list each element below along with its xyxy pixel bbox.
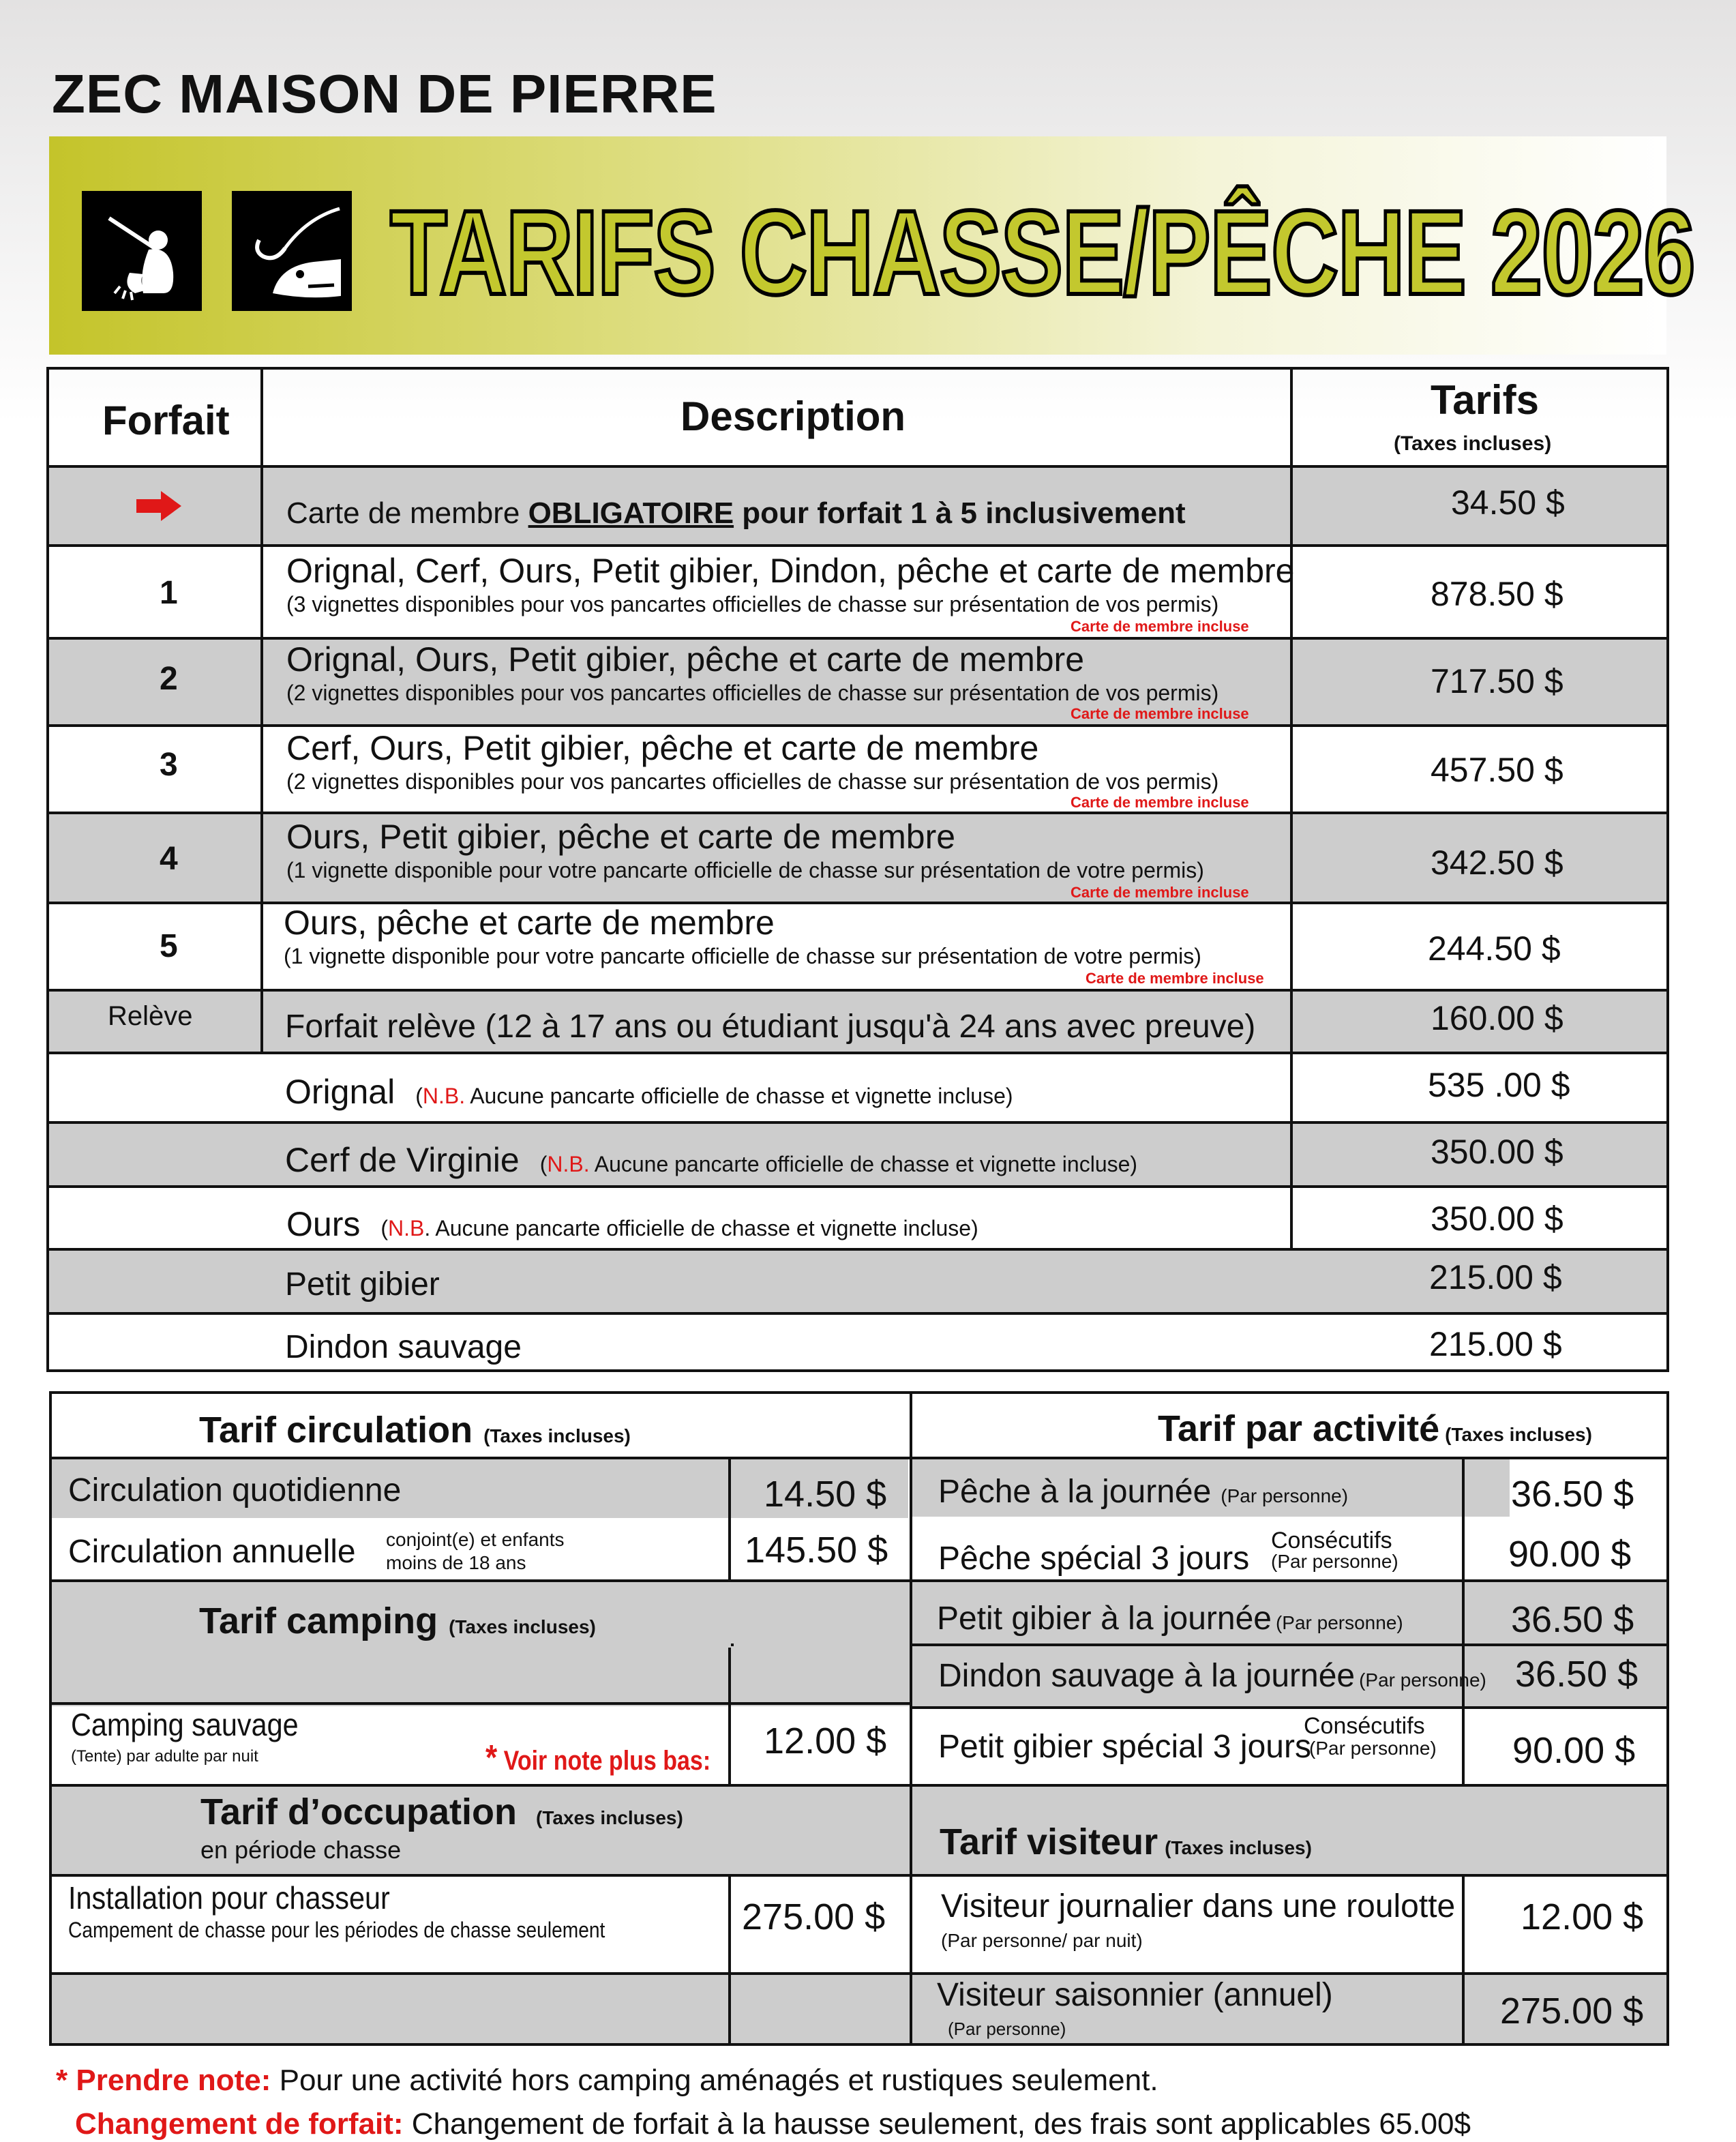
occupation-sub: Campement de chasse pour les périodes de chasse seulement [68,1918,605,1942]
activite-small: (Par personne) [1309,1738,1437,1759]
forfait-price: 717.50 $ [1431,662,1563,700]
forfait-price: 457.50 $ [1431,751,1563,789]
forfait-table [46,367,1669,1372]
forfait-id: 1 [160,575,178,611]
visiteur-season-price: 275.00 $ [1500,1991,1644,2032]
activite-heading: Tarif par activité (Taxes incluses) [1158,1408,1592,1449]
activite-label: Petit gibier spécial 3 jours [938,1729,1311,1765]
title-banner [49,136,1694,355]
camping-note: * Voir note plus bas: [485,1738,711,1778]
forfait-title: Ours, Petit gibier, pêche et carte de membre [286,818,956,856]
col-description: Description [680,393,906,439]
releve-price: 160.00 $ [1431,999,1563,1037]
circulation-annual-label: Circulation annuelle [68,1534,356,1570]
col-forfait: Forfait [102,398,230,443]
single-price: 350.00 $ [1431,1133,1563,1171]
forfait-sub: (1 vignette disponible pour votre pancarte officielle de chasse sur présentation de votre permis) [284,944,1201,968]
visiteur-season-sub: (Par personne) [948,2019,1066,2039]
activite-small: (Par personne) [1271,1551,1398,1572]
fishing-icon [232,191,352,311]
forfait-sub: (1 vignette disponible pour votre pancarte officielle de chasse sur présentation de votre permis) [286,858,1204,882]
circulation-annual-price: 145.50 $ [745,1530,888,1571]
activite-price: 36.50 $ [1515,1654,1638,1695]
forfait-title: Cerf, Ours, Petit gibier, pêche et carte de membre [286,729,1039,767]
activite-price: 36.50 $ [1511,1599,1634,1640]
circulation-heading: Tarif circulation (Taxes incluses) [199,1410,631,1451]
forfait-title: Orignal, Ours, Petit gibier, pêche et carte de membre [286,640,1084,679]
forfait-note: Carte de membre incluse [1071,618,1249,635]
visiteur-daily-price: 12.00 $ [1521,1896,1644,1937]
camping-sub: (Tente) par adulte par nuit [71,1747,258,1766]
activite-price: 36.50 $ [1511,1474,1634,1515]
footer-note-2: Changement de forfait: Changement de forfait à la hausse seulement, des frais sont applicables 65.00$ [75,2107,1471,2141]
col-tarifs-taxes: (Taxes incluses) [1394,432,1552,455]
hunter-icon [82,191,202,311]
forfait-price: 342.50 $ [1431,844,1563,882]
forfait-id: 2 [160,661,178,697]
circulation-daily-label: Circulation quotidienne [68,1472,402,1508]
circulation-annual-note: conjoint(e) et enfants [386,1529,565,1550]
circulation-daily-price: 14.50 $ [764,1474,887,1515]
occupation-price: 275.00 $ [742,1896,886,1937]
banner-title: TARIFS CHASSE/PÊCHE 2026 [390,186,1694,320]
single-price: 215.00 $ [1429,1325,1562,1363]
membership-text: Carte de membre OBLIGATOIRE pour forfait 1 à 5 inclusivement [286,496,1186,530]
forfait-note: Carte de membre incluse [1086,970,1264,987]
activite-small-top: Consécutifs [1271,1528,1392,1553]
visiteur-heading: Tarif visiteur (Taxes incluses) [940,1821,1312,1862]
forfait-id: 3 [160,747,178,783]
single-row: Cerf de Virginie (N.B. Aucune pancarte officielle de chasse et vignette incluse) [285,1141,1138,1179]
camping-label: Camping sauvage [71,1707,299,1742]
forfait-note: Carte de membre incluse [1071,794,1249,811]
occupation-heading: Tarif d’occupation (Taxes incluses) [200,1791,683,1832]
forfait-sub: (2 vignettes disponibles pour vos pancartes officielles de chasse sur présentation de vos permis) [286,769,1219,794]
releve-title: Forfait relève (12 à 17 ans ou étudiant jusqu'à 24 ans avec preuve) [285,1009,1256,1045]
footer-note-1: * Prendre note: Pour une activité hors camping aménagés et rustiques seulement. [56,2064,1158,2097]
forfait-id: 4 [160,841,178,877]
col-tarifs: Tarifs [1431,377,1539,423]
arrow-icon [136,491,181,524]
occupation-label: Installation pour chasseur [68,1880,390,1916]
forfait-price: 878.50 $ [1431,575,1563,613]
activite-label: Pêche spécial 3 jours [938,1541,1250,1577]
activite-row: Pêche à la journée (Par personne) [938,1474,1349,1510]
releve-label: Relève [108,1001,193,1031]
single-price: 215.00 $ [1429,1258,1562,1296]
forfait-note: Carte de membre incluse [1071,884,1249,901]
activite-price: 90.00 $ [1512,1730,1636,1771]
forfait-sub: (3 vignettes disponibles pour vos pancartes officielles de chasse sur présentation de vos permis) [286,592,1219,616]
forfait-title: Orignal, Cerf, Ours, Petit gibier, Dindon, pêche et carte de membre [286,552,1295,590]
single-price: 535 .00 $ [1428,1066,1570,1104]
camping-heading: Tarif camping (Taxes incluses) [199,1601,596,1641]
single-price: 350.00 $ [1431,1200,1563,1238]
activite-price: 90.00 $ [1508,1534,1632,1575]
single-title: Petit gibier [285,1266,440,1303]
membership-price: 34.50 $ [1451,484,1565,522]
tarif-sections [49,1391,1669,2046]
single-row: Orignal (N.B. Aucune pancarte officielle de chasse et vignette incluse) [285,1073,1013,1111]
forfait-sub: (2 vignettes disponibles pour vos pancartes officielles de chasse sur présentation de vos permis) [286,681,1219,705]
activite-row: Petit gibier à la journée (Par personne) [937,1601,1403,1637]
visiteur-daily-label: Visiteur journalier dans une roulotte [941,1888,1456,1924]
visiteur-season-label: Visiteur saisonnier (annuel) [937,1977,1333,2013]
circulation-annual-note: moins de 18 ans [386,1552,526,1573]
occupation-sub-heading: en période chasse [200,1836,402,1864]
forfait-title: Ours, pêche et carte de membre [284,904,775,942]
single-row: Ours (N.B. Aucune pancarte officielle de chasse et vignette incluse) [286,1205,978,1243]
forfait-price: 244.50 $ [1428,929,1561,968]
org-title: ZEC MAISON DE PIERRE [52,63,717,124]
camping-price: 12.00 $ [764,1721,887,1761]
single-title: Dindon sauvage [285,1329,522,1365]
activite-row: Dindon sauvage à la journée (Par personne) [938,1658,1486,1694]
forfait-id: 5 [160,928,178,964]
visiteur-daily-sub: (Par personne/ par nuit) [941,1930,1143,1951]
forfait-note: Carte de membre incluse [1071,705,1249,722]
activite-small-top: Consécutifs [1304,1713,1425,1739]
